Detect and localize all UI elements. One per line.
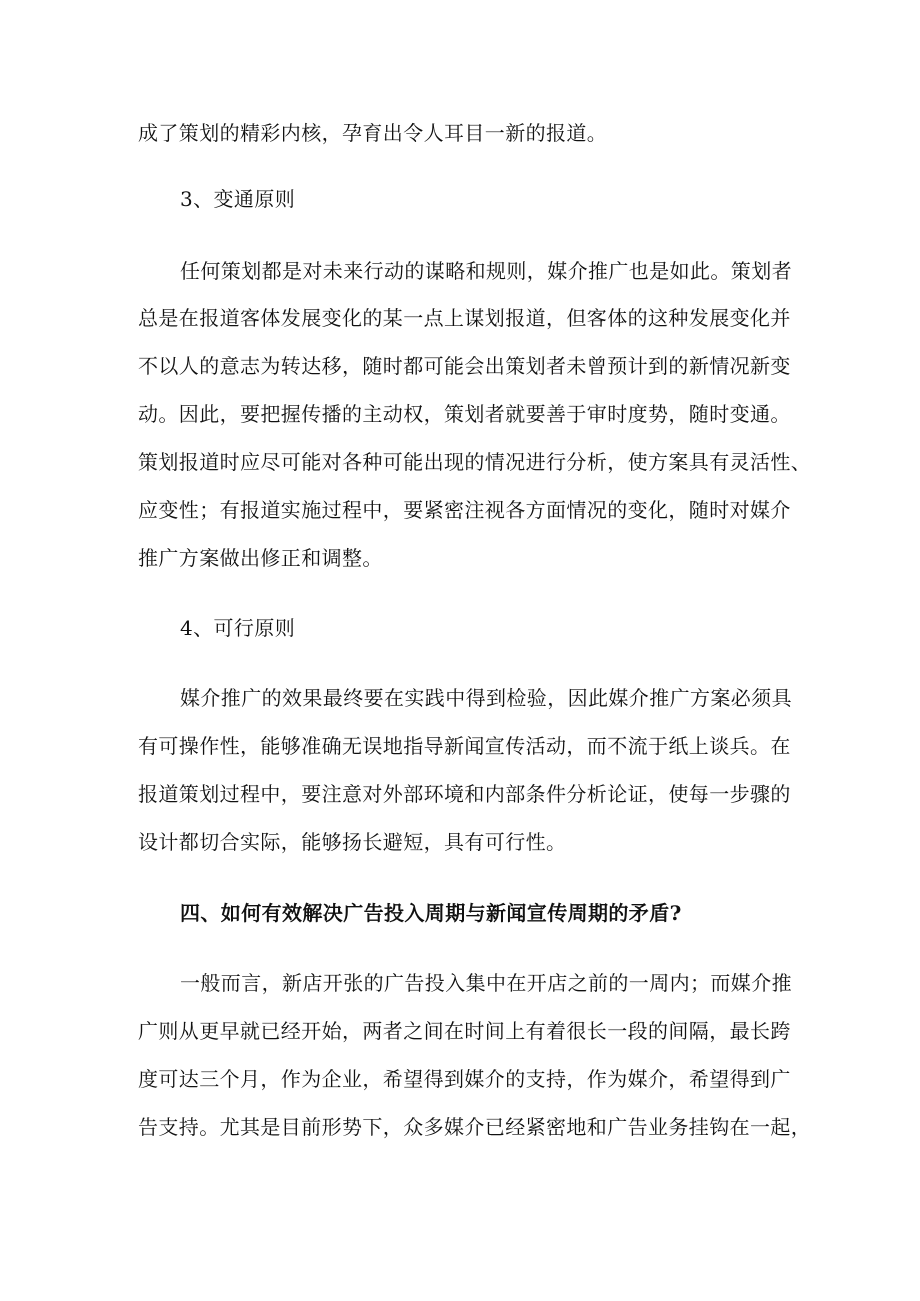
- paragraph-line: 应变性；有报道实施过程中，要紧密注视各方面情况的变化，随时对媒介: [138, 498, 791, 522]
- paragraph-line: 告支持。尤其是目前形势下，众多媒介已经紧密地和广告业务挂钩在一起，: [138, 1115, 812, 1139]
- paragraph-line: 推广方案做出修正和调整。: [138, 546, 383, 570]
- paragraph-line: 总是在报道客体发展变化的某一点上谋划报道，但客体的这种发展变化并: [138, 306, 791, 330]
- paragraph-line: 度可达三个月，作为企业，希望得到媒介的支持，作为媒介，希望得到广: [138, 1067, 791, 1091]
- paragraph-line: 任何策划都是对未来行动的谋略和规则，媒介推广也是如此。策划者: [180, 259, 792, 283]
- paragraph-line: 设计都切合实际，能够扬长避短，具有可行性。: [138, 830, 567, 854]
- paragraph-line: 一般而言，新店开张的广告投入集中在开店之前的一周内；而媒介推: [180, 971, 792, 995]
- paragraph-line: 策划报道时应尽可能对各种可能出现的情况进行分析，使方案具有灵活性、: [138, 450, 812, 474]
- paragraph-line: 广则从更早就已经开始，两者之间在时间上有着很长一段的间隔，最长跨: [138, 1019, 791, 1043]
- section-heading-question: 四、如何有效解决广告投入周期与新闻宣传周期的矛盾?: [180, 901, 682, 925]
- paragraph-line: 报道策划过程中，要注意对外部环境和内部条件分析论证，使每一步骤的: [138, 782, 791, 806]
- paragraph-line: 动。因此，要把握传播的主动权，策划者就要善于审时度势，随时变通。: [138, 402, 791, 426]
- paragraph-line: 媒介推广的效果最终要在实践中得到检验，因此媒介推广方案必须具: [180, 686, 792, 710]
- section-heading-feasibility: 4、可行原则: [180, 616, 296, 640]
- section-heading-adaptability: 3、变通原则: [180, 187, 296, 211]
- paragraph-line: 有可操作性，能够准确无误地指导新闻宣传活动，而不流于纸上谈兵。在: [138, 734, 791, 758]
- paragraph-line: 成了策划的精彩内核，孕育出令人耳目一新的报道。: [138, 121, 608, 145]
- paragraph-line: 不以人的意志为转达移，随时都可能会出策划者未曾预计到的新情况新变: [138, 354, 791, 378]
